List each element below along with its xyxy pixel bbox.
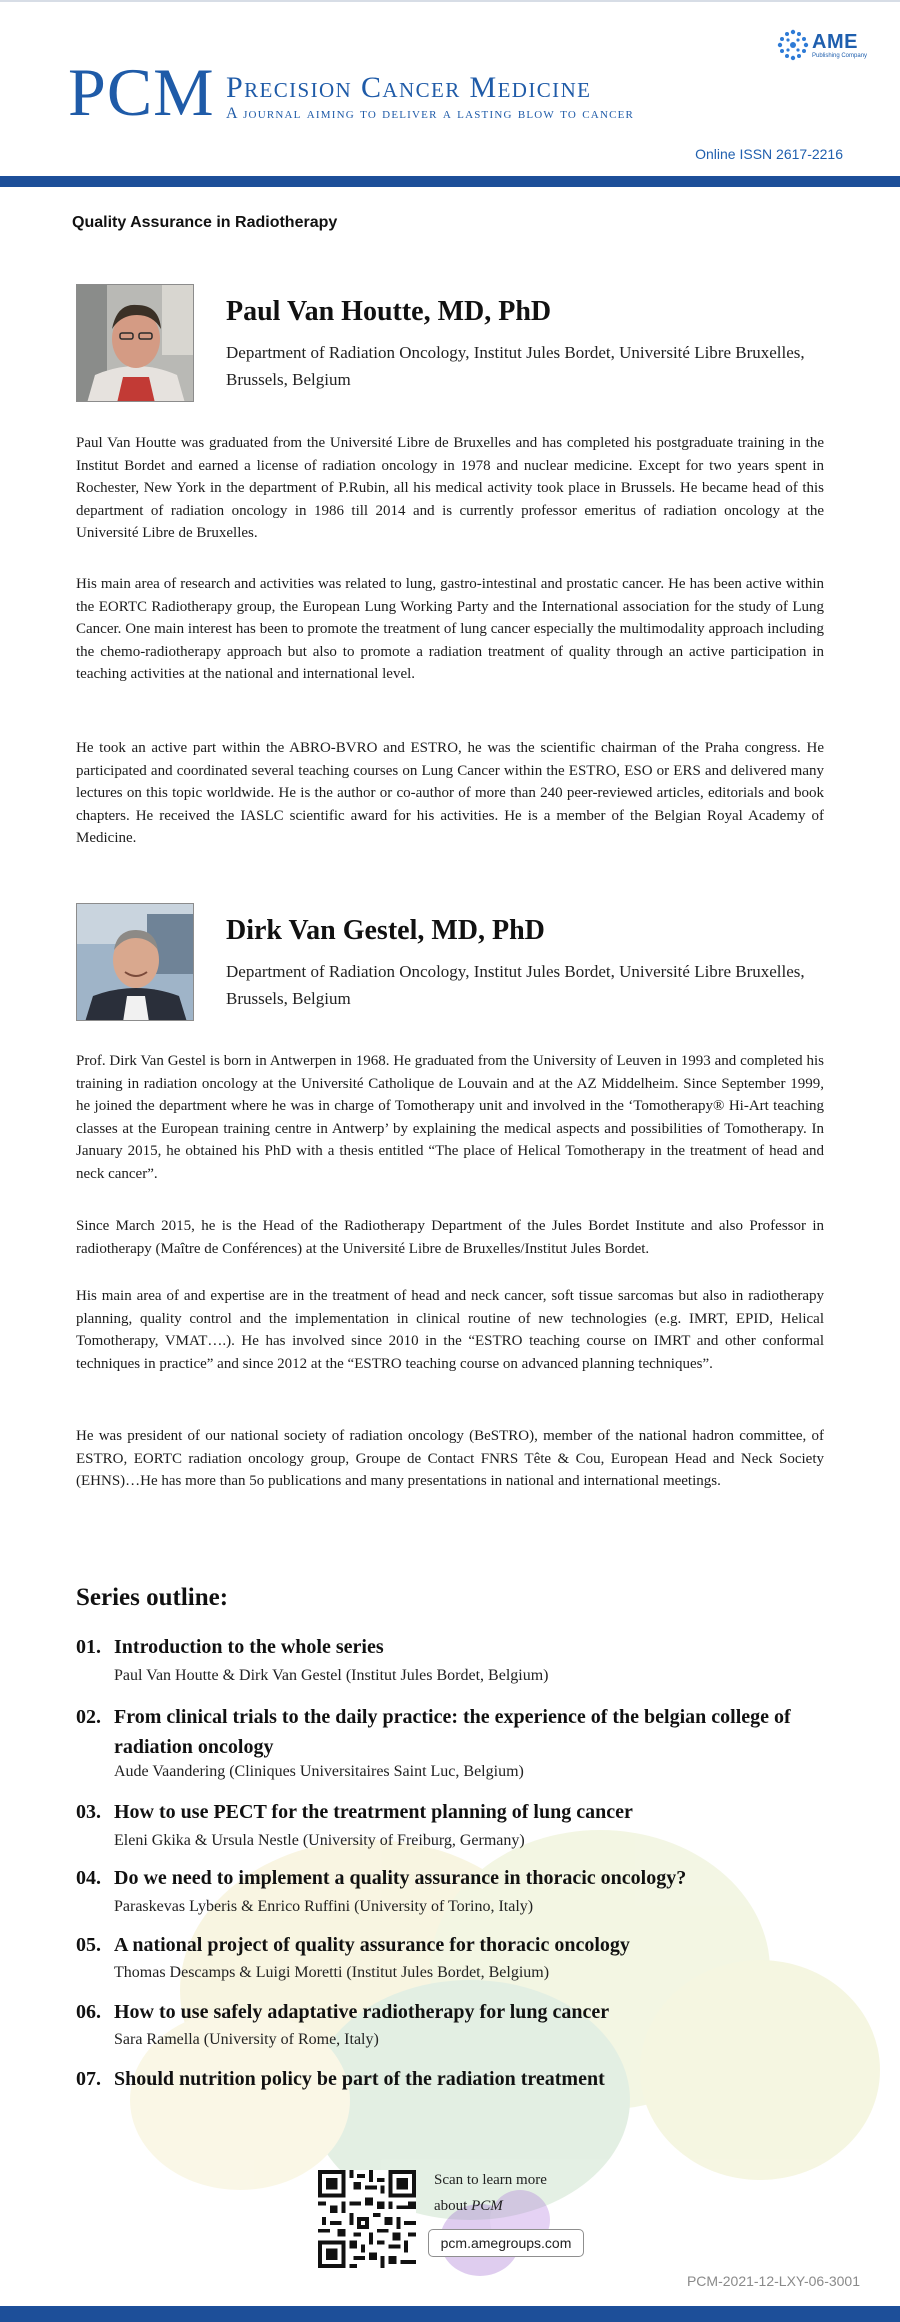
portrait-photo-1 (76, 284, 194, 402)
outline-item-number: 03. (76, 1801, 101, 1823)
bio-paragraph: He took an active part within the ABRO-BVRO and ESTRO, he was the scientific chairman of the Praha congress. He participated and coordinated several teaching courses on Lung Cancer within the ESTRO, ESO or ERS and delivered many lectures on this topic worldwide. He is the author or co-author of more than 240 peer-reviewed articles, editorials and book chapters. He received the IASLC scientific award for his activities. He is a member of the Belgian Royal Academy of Medicine. (76, 740, 824, 846)
bio-paragraph: His main area of and expertise are in the treatment of head and neck cancer, soft tissue sarcomas but also in radiotherapy planning, quality control and the implementation in clinical routine of new technologies (e.g. IMRT, EPID, Helical Tomotherapy, VMAT….). He has involved since 2010 in the “ESTRO teaching course on IMRT and other conformal techniques in practice” and since 2012 at the “ESTRO teaching course on advanced planning techniques”. (76, 1288, 824, 1372)
bio-affiliation-2: Department of Radiation Oncology, Institut Jules Bordet, Université Libre Bruxelles, Brussels, Belgium (226, 962, 805, 1008)
journal-url-link[interactable]: pcm.amegroups.com (428, 2229, 584, 2257)
outline-item-title: A national project of quality assurance for thoracic oncology (114, 1934, 630, 1956)
scan-caption-line1: Scan to learn more (434, 2172, 547, 2188)
bio-paragraph: His main area of research and activities was related to lung, gastro-intestinal and prostatic cancer. He has been active within the EORTC Radiotherapy group, the European Lung Working Party and the International association for the study of Lung Cancer. One main interest has been to promote the treatment of lung cancer especially the multimodality approach including the chemo-radiotherapy approach but also to promote a radiation treatment of quality through an active participation in teaching activities at the national and international level. (76, 576, 824, 682)
qr-code-icon[interactable] (318, 2170, 416, 2268)
bio-paragraph: He was president of our national society of radiation oncology (BeSTRO), member of the national hadron committee, of ESTRO, EORTC radiation oncology group, Groupe de Contact FNRS Tête & Cou, European Head and Neck Society (EHNS)…He has more than 5o publications and many presentations in national and international meetings. (76, 1428, 824, 1489)
ame-logo-subtext: Publishing Company (812, 53, 868, 59)
outline-item-number: 04. (76, 1867, 101, 1889)
bio-paragraph: Paul Van Houtte was graduated from the Université Libre de Bruxelles and has completed his postgraduate training in the Institut Bordet and earned a license of radiation oncology in 1978 and nuclear medicine. Except for two years spent in Rochester, New York in the department of P.Rubin, all his medical activity took place in Brussels. He became head of this department of radiation oncology in 1986 till 2014 and is currently professor emeritus of radiation oncology at the Université Libre de Bruxelles. (76, 435, 824, 541)
journal-tagline: A journal aiming to deliver a lasting blow to cancer (226, 105, 635, 122)
outline-item-authors: Sara Ramella (University of Rome, Italy) (114, 2031, 379, 2048)
outline-item-authors: Aude Vaandering (Cliniques Universitaires Saint Luc, Belgium) (114, 1763, 524, 1780)
footer-band (0, 2306, 900, 2322)
outline-item-title: Introduction to the whole series (114, 1636, 384, 1658)
portrait-photo-2 (76, 903, 194, 1021)
journal-abbreviation: PCM (68, 54, 215, 130)
outline-item-authors: Thomas Descamps & Luigi Moretti (Institut Jules Bordet, Belgium) (114, 1964, 550, 1981)
outline-item-title: How to use PECT for the treatrment planning of lung cancer (114, 1801, 633, 1823)
ame-dots-icon (776, 28, 810, 62)
outline-item-number: 02. (76, 1706, 101, 1728)
bio-affiliation-1: Department of Radiation Oncology, Institut Jules Bordet, Université Libre Bruxelles, Brussels, Belgium (226, 343, 805, 389)
outline-item-title: Should nutrition policy be part of the radiation treatment (114, 2068, 605, 2090)
outline-item-number: 01. (76, 1636, 101, 1658)
outline-item-title: How to use safely adaptative radiotherapy for lung cancer (114, 2001, 610, 2023)
top-rule (0, 0, 900, 2)
issn: Online ISSN 2617-2216 (695, 146, 843, 162)
bio-name-1: Paul Van Houtte, MD, PhD (226, 296, 552, 327)
series-outline-heading: Series outline: (76, 1584, 229, 1611)
document-code: PCM-2021-12-LXY-06-3001 (686, 2273, 860, 2289)
outline-item-title: From clinical trials to the daily practice: the experience of the belgian college of radiation oncology (114, 1706, 791, 1758)
outline-item-authors: Eleni Gkika & Ursula Nestle (University of Freiburg, Germany) (114, 1832, 525, 1849)
ame-logo-text: AME (812, 31, 858, 53)
outline-item-authors: Paul Van Houtte & Dirk Van Gestel (Institut Jules Bordet, Belgium) (114, 1667, 549, 1684)
header-band (0, 176, 900, 187)
outline-item-title: Do we need to implement a quality assurance in thoracic oncology? (114, 1867, 687, 1889)
outline-item-number: 06. (76, 2001, 101, 2023)
scan-caption-line2: about PCM (434, 2198, 503, 2214)
journal-name: Precision Cancer Medicine (226, 71, 592, 104)
outline-item-number: 07. (76, 2068, 101, 2090)
bio-name-2: Dirk Van Gestel, MD, PhD (226, 915, 545, 946)
bio-paragraph: Since March 2015, he is the Head of the Radiotherapy Department of the Jules Bordet Institute and also Professor in radiotherapy (Maître de Conférences) at the Université Libre de Bruxelles/Institut Jules Bordet. (76, 1218, 824, 1257)
outline-item-number: 05. (76, 1934, 101, 1956)
bio-paragraph: Prof. Dirk Van Gestel is born in Antwerpen in 1968. He graduated from the University of Leuven in 1993 and completed his training in radiation oncology at the Université Catholique de Louvain and at the AZ Middelheim. Since September 1999, he joined the department where he was in charge of Tomotherapy unit and involved in the ‘Tomotherapy® Hi-Art teaching classes at the European training centre in Antwerp’ by explaining the medical aspects and possibilities of Tomotherapy. In January 2015, he obtained his PhD with a thesis entitled “The place of Helical Tomotherapy in the treatment of head and neck cancer”. (76, 1053, 824, 1182)
series-title: Quality Assurance in Radiotherapy (72, 214, 338, 231)
ame-logo (776, 28, 876, 64)
outline-item-authors: Paraskevas Lyberis & Enrico Ruffini (University of Torino, Italy) (114, 1898, 534, 1915)
